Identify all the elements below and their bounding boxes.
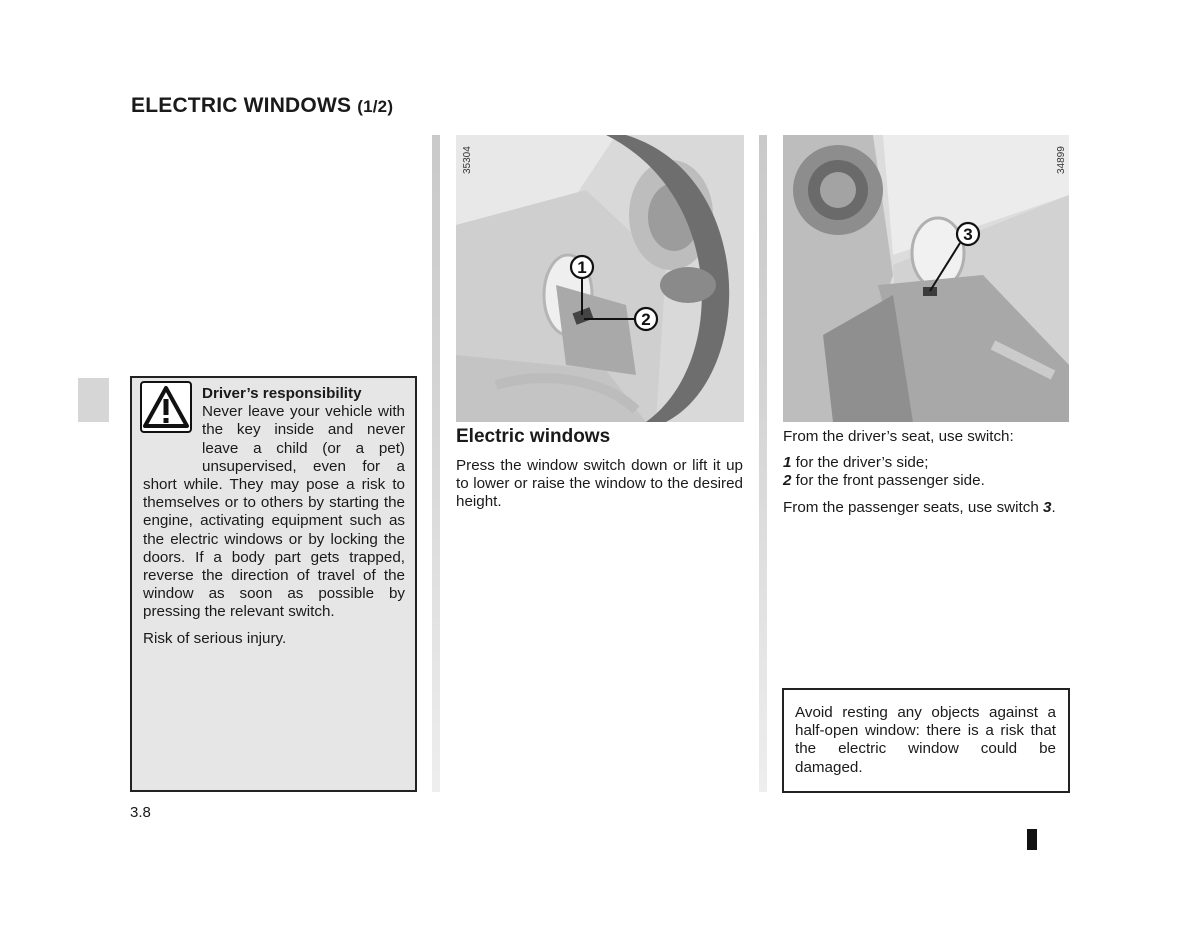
title-part: (1/2) [357, 97, 394, 116]
passenger-text: From the passenger seats, use switch [783, 498, 1043, 516]
item2-number: 2 [783, 472, 792, 490]
column-divider-left [432, 135, 440, 792]
warning-heading: Driver’s responsibility [202, 385, 362, 402]
section-heading: Electric windows [456, 426, 611, 447]
warning-paragraph: Never leave your vehicle with the key inside and never leave a child (or a pet) unsupervised, even for a short while. They may pose a risk to themselves or to others by starting the engine, activating equipment such as the electric windows or by locking the doors. If a body part gets trapped, reverse the direction of travel of the window as soon as possible by pressing the relevant switch. [143, 403, 405, 621]
section-tab-marker [78, 378, 109, 422]
figure1-callouts [456, 135, 744, 422]
figure-code: 35304 [462, 146, 473, 174]
page-title [131, 94, 393, 118]
figure-code: 34899 [1056, 146, 1067, 174]
section-text: Press the window switch down or lift it up to lower or raise the window to the desired height. [456, 457, 743, 511]
warning-risk: Risk of serious injury. [143, 629, 287, 647]
item1-text: for the driver’s side; [791, 454, 929, 472]
passenger-number: 3 [1043, 498, 1052, 516]
item2-text: for the front passenger side. [791, 472, 985, 490]
driver-seat-intro: From the driver’s seat, use switch: [783, 428, 1014, 445]
right-column-text: From the driver’s seat, use switch: 1 for the driver’s side; 2 for the front passenger side. From the passenger seats, use switch 3. [783, 428, 1069, 525]
page-number: 3.8 [130, 804, 151, 821]
title-main: ELECTRIC WINDOWS [131, 94, 352, 117]
item1-number: 1 [783, 454, 792, 472]
page-end-marker [1027, 829, 1037, 850]
column-divider-right [759, 135, 767, 792]
figure2-callouts [783, 135, 1069, 422]
callout-3-label: 3 [963, 225, 973, 244]
note-text: Avoid resting any objects against a half-open window: there is a risk that the electric window could be damaged. [795, 704, 1056, 776]
callout-1-label: 1 [577, 258, 587, 277]
callout-2-label: 2 [641, 310, 651, 329]
warning-text [143, 385, 405, 656]
